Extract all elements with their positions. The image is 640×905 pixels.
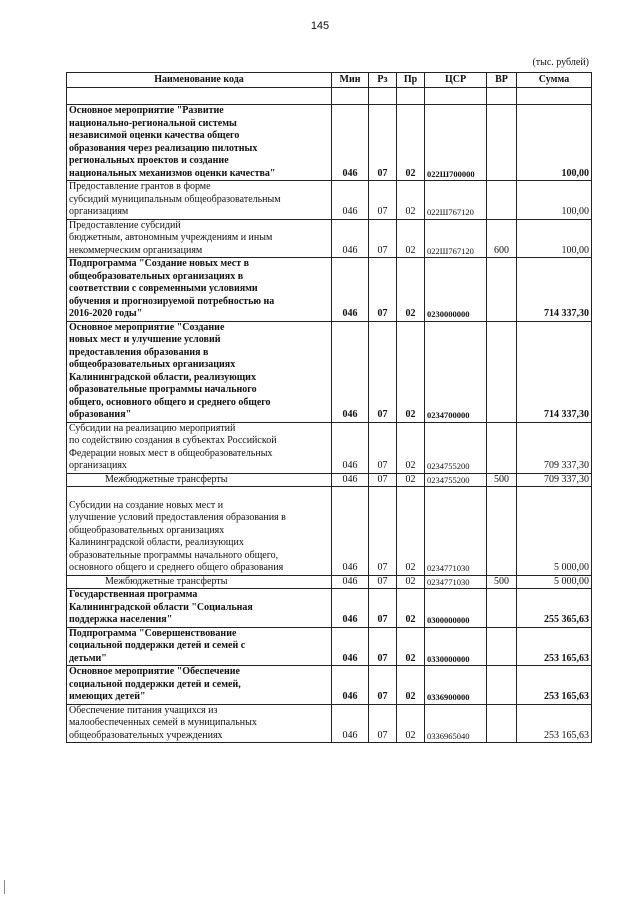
row-min-cell: 046 (332, 105, 369, 181)
header-min: Мин (332, 73, 369, 88)
row-vr-cell: 600 (487, 219, 517, 258)
row-min-cell: 046 (332, 321, 369, 422)
row-vr-cell (487, 589, 517, 628)
row-vr-cell (487, 487, 517, 576)
row-pr-cell: 02 (397, 321, 425, 422)
table-row (67, 105, 592, 181)
row-rz-cell: 07 (369, 487, 397, 576)
row-rz-cell: 07 (369, 473, 397, 487)
spacer-cell (517, 88, 592, 105)
row-vr-cell (487, 627, 517, 666)
row-sum-cell: 253 165,63 (517, 704, 592, 743)
page-number: 145 (310, 20, 330, 32)
row-min-cell: 046 (332, 575, 369, 589)
row-vr-cell (487, 105, 517, 181)
spacer-cell (487, 88, 517, 105)
row-sum-cell: 5 000,00 (517, 575, 592, 589)
row-pr-cell: 02 (397, 575, 425, 589)
row-sum-cell: 714 337,30 (517, 258, 592, 322)
row-sum-cell: 253 165,63 (517, 627, 592, 666)
row-csr-cell: 022Ш767120 (425, 181, 487, 220)
budget-table (66, 72, 592, 743)
row-rz-cell: 07 (369, 258, 397, 322)
row-name-cell: Подпрограмма "Создание новых мест в общеобразовательных организациях в соответствии с современными условиями обучения и прогнозируемой потребностью на 2016-2020 годы" (67, 258, 332, 322)
row-min-cell: 046 (332, 627, 369, 666)
row-min-cell: 046 (332, 181, 369, 220)
row-pr-cell: 02 (397, 105, 425, 181)
row-min-cell: 046 (332, 487, 369, 576)
row-csr-cell: 0330000000 (425, 627, 487, 666)
row-min-cell: 046 (332, 473, 369, 487)
header-name: Наименование кода (67, 73, 332, 88)
table-spacer-row (67, 88, 592, 105)
row-pr-cell: 02 (397, 181, 425, 220)
row-pr-cell: 02 (397, 258, 425, 322)
row-name-cell: Основное мероприятие "Развитие национально-региональной системы независимой оценки качества общего образования через реализацию пилотных региональных проектов и создание национальных механизмов оценки качества" (67, 105, 332, 181)
row-csr-cell: 0234771030 (425, 575, 487, 589)
table-row (67, 704, 592, 743)
table-row (67, 589, 592, 628)
row-vr-cell (487, 181, 517, 220)
row-sum-cell: 714 337,30 (517, 321, 592, 422)
row-name-cell: Межбюджетные трансферты (67, 575, 332, 589)
table-header-row (67, 73, 592, 88)
table-row (67, 487, 592, 576)
row-vr-cell (487, 704, 517, 743)
row-vr-cell (487, 321, 517, 422)
row-name-cell: Субсидии на реализацию мероприятий по содействию создания в субъектах Российской Федерации новых мест в общеобразовательных организациях (67, 422, 332, 473)
row-vr-cell: 500 (487, 575, 517, 589)
row-csr-cell: 0336900000 (425, 666, 487, 705)
row-csr-cell: 0336965040 (425, 704, 487, 743)
row-pr-cell: 02 (397, 627, 425, 666)
row-pr-cell: 02 (397, 589, 425, 628)
row-csr-cell: 0234771030 (425, 487, 487, 576)
row-name-cell: Основное мероприятие "Создание новых мест и улучшение условий предоставления образования в общеобразовательных организациях Калининградской области, реализующих образовательные программы начального общего, основного общего и среднего общего образования" (67, 321, 332, 422)
row-min-cell: 046 (332, 258, 369, 322)
row-rz-cell: 07 (369, 704, 397, 743)
row-pr-cell: 02 (397, 666, 425, 705)
row-sum-cell: 709 337,30 (517, 473, 592, 487)
row-sum-cell: 100,00 (517, 105, 592, 181)
row-name-cell: Подпрограмма "Совершенствование социальной поддержки детей и семей с детьми" (67, 627, 332, 666)
row-csr-cell: 0234700000 (425, 321, 487, 422)
row-name-cell: Межбюджетные трансферты (67, 473, 332, 487)
row-csr-cell: 0234755200 (425, 473, 487, 487)
header-csr: ЦСР (425, 73, 487, 88)
row-min-cell: 046 (332, 589, 369, 628)
row-name-cell: Предоставление грантов в форме субсидий муниципальным общеобразовательным организациям (67, 181, 332, 220)
row-name-cell: Государственная программа Калининградской области "Социальная поддержка населения" (67, 589, 332, 628)
table-row (67, 666, 592, 705)
row-name-cell: Основное мероприятие "Обеспечение социальной поддержки детей и семей, имеющих детей" (67, 666, 332, 705)
spacer-cell (369, 88, 397, 105)
row-csr-cell: 022Ш767120 (425, 219, 487, 258)
row-rz-cell: 07 (369, 422, 397, 473)
spacer-cell (425, 88, 487, 105)
table-row (67, 575, 592, 589)
row-rz-cell: 07 (369, 105, 397, 181)
table-row (67, 321, 592, 422)
row-pr-cell: 02 (397, 422, 425, 473)
row-csr-cell: 022Ш700000 (425, 105, 487, 181)
row-csr-cell: 0230000000 (425, 258, 487, 322)
row-vr-cell (487, 422, 517, 473)
scan-margin-mark (4, 880, 5, 894)
spacer-cell (67, 88, 332, 105)
row-rz-cell: 07 (369, 181, 397, 220)
table-row (67, 181, 592, 220)
row-rz-cell: 07 (369, 575, 397, 589)
row-pr-cell: 02 (397, 704, 425, 743)
row-sum-cell: 709 337,30 (517, 422, 592, 473)
spacer-cell (332, 88, 369, 105)
row-vr-cell: 500 (487, 473, 517, 487)
row-sum-cell: 100,00 (517, 219, 592, 258)
row-name-cell: Предоставление субсидий бюджетным, автономным учреждениям и иным некоммерческим организациям (67, 219, 332, 258)
row-rz-cell: 07 (369, 219, 397, 258)
row-sum-cell: 255 365,63 (517, 589, 592, 628)
header-sum: Сумма (517, 73, 592, 88)
header-rz: Рз (369, 73, 397, 88)
row-pr-cell: 02 (397, 219, 425, 258)
units-label: (тыс. рублей) (532, 57, 589, 68)
row-min-cell: 046 (332, 219, 369, 258)
header-vr: ВР (487, 73, 517, 88)
row-name-cell: Обеспечение питания учащихся из малообеспеченных семей в муниципальных общеобразовательных учреждениях (67, 704, 332, 743)
row-name-cell: Субсидии на создание новых мест и улучшение условий предоставления образования в общеобразовательных организациях Калининградской области, реализующих образовательные программы начального общего, основного общего и среднего общего образования (67, 487, 332, 576)
row-pr-cell: 02 (397, 473, 425, 487)
table-row (67, 422, 592, 473)
row-min-cell: 046 (332, 704, 369, 743)
row-csr-cell: 0234755200 (425, 422, 487, 473)
header-pr: Пр (397, 73, 425, 88)
row-rz-cell: 07 (369, 321, 397, 422)
table-row (67, 219, 592, 258)
row-csr-cell: 0300000000 (425, 589, 487, 628)
row-sum-cell: 253 165,63 (517, 666, 592, 705)
row-sum-cell: 100,00 (517, 181, 592, 220)
table-row (67, 473, 592, 487)
spacer-cell (397, 88, 425, 105)
row-vr-cell (487, 258, 517, 322)
table-row (67, 627, 592, 666)
row-min-cell: 046 (332, 422, 369, 473)
table-row (67, 258, 592, 322)
row-rz-cell: 07 (369, 627, 397, 666)
table-body (67, 88, 592, 743)
row-rz-cell: 07 (369, 666, 397, 705)
row-min-cell: 046 (332, 666, 369, 705)
row-sum-cell: 5 000,00 (517, 487, 592, 576)
row-vr-cell (487, 666, 517, 705)
row-rz-cell: 07 (369, 589, 397, 628)
row-pr-cell: 02 (397, 487, 425, 576)
